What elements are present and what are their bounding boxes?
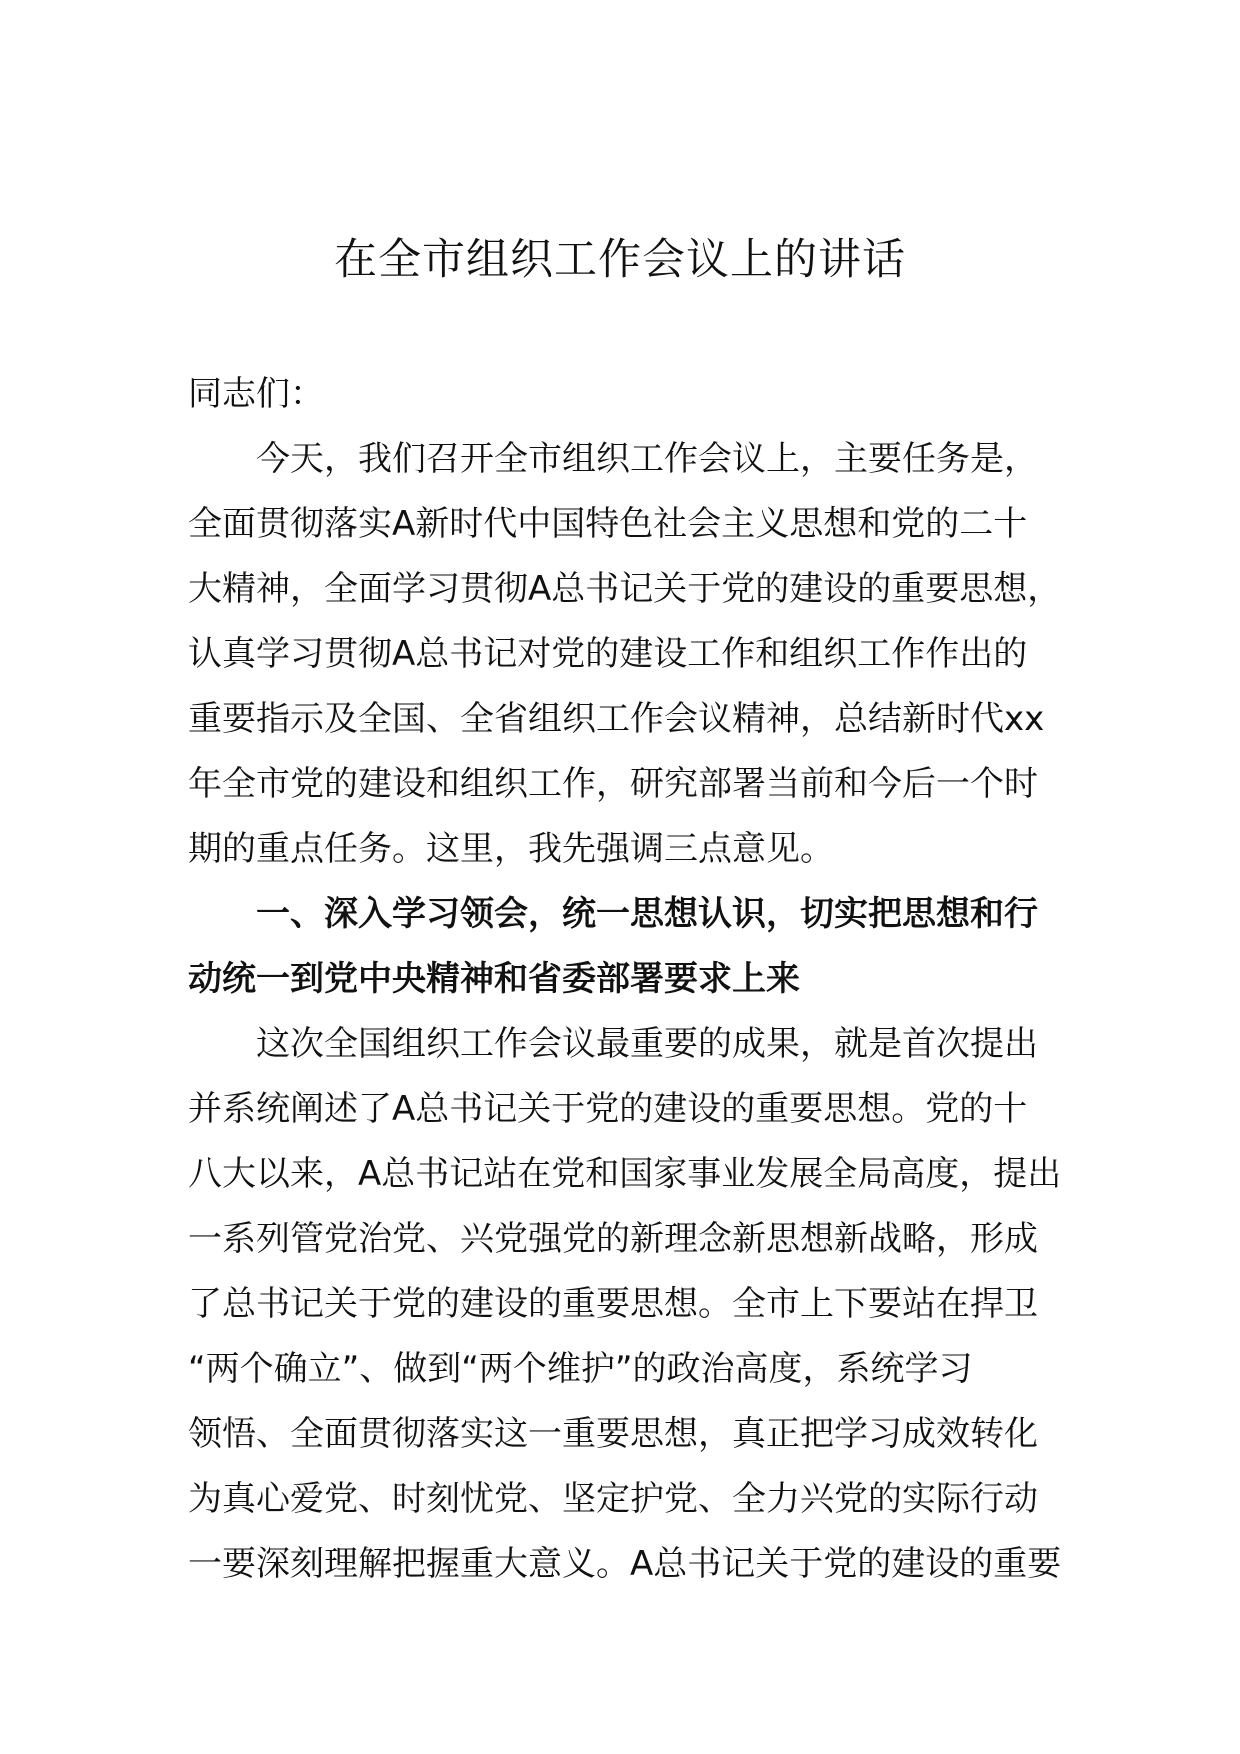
paragraph-line: 领悟、全面贯彻落实这一重要思想，真正把学习成效转化 [188,1414,1038,1454]
document-body [188,362,1088,1597]
paragraph-line: 期的重点任务。这里，我先强调三点意见。 [188,829,834,869]
paragraph-line: 了总书记关于党的建设的重要思想。全市上下要站在捍卫 [188,1284,1038,1324]
paragraph-line: 并系统阐述了A总书记关于党的建设的重要思想。党的十 [188,1089,1028,1129]
paragraph-line: 一系列管党治党、兴党强党的新理念新思想新战略，形成 [188,1219,1038,1259]
paragraph-line: 八大以来，A总书记站在党和国家事业发展全局高度，提出 [188,1154,1062,1194]
paragraph-line: 年全市党的建设和组织工作，研究部署当前和今后一个时 [188,764,1038,804]
paragraph-line: 今天，我们召开全市组织工作会议上，主要任务是， [256,439,1038,479]
paragraph-line: 认真学习贯彻A总书记对党的建设工作和组织工作作出的 [188,634,1028,674]
paragraph-line: 一要深刻理解把握重大意义。A总书记关于党的建设的重要 [188,1544,1062,1584]
section-heading-line: 一、深入学习领会，统一思想认识，切实把思想和行 [256,894,1038,934]
salutation-line: 同志们： [188,374,324,414]
paragraph-line: “两个确立”、做到“两个维护”的政治高度，系统学习 [188,1349,973,1389]
paragraph-line: 大精神，全面学习贯彻A总书记关于党的建设的重要思想， [188,569,1062,609]
paragraph-line: 这次全国组织工作会议最重要的成果，就是首次提出 [256,1024,1038,1064]
paragraph-line: 重要指示及全国、全省组织工作会议精神，总结新时代xx [188,699,1045,739]
paragraph-line: 为真心爱党、时刻忧党、坚定护党、全力兴党的实际行动 [188,1479,1038,1519]
section-heading-line: 动统一到党中央精神和省委部署要求上来 [188,959,800,999]
document-title: 在全市组织工作会议上的讲话 [334,235,906,285]
paragraph-line: 全面贯彻落实A新时代中国特色社会主义思想和党的二十 [188,504,1028,544]
